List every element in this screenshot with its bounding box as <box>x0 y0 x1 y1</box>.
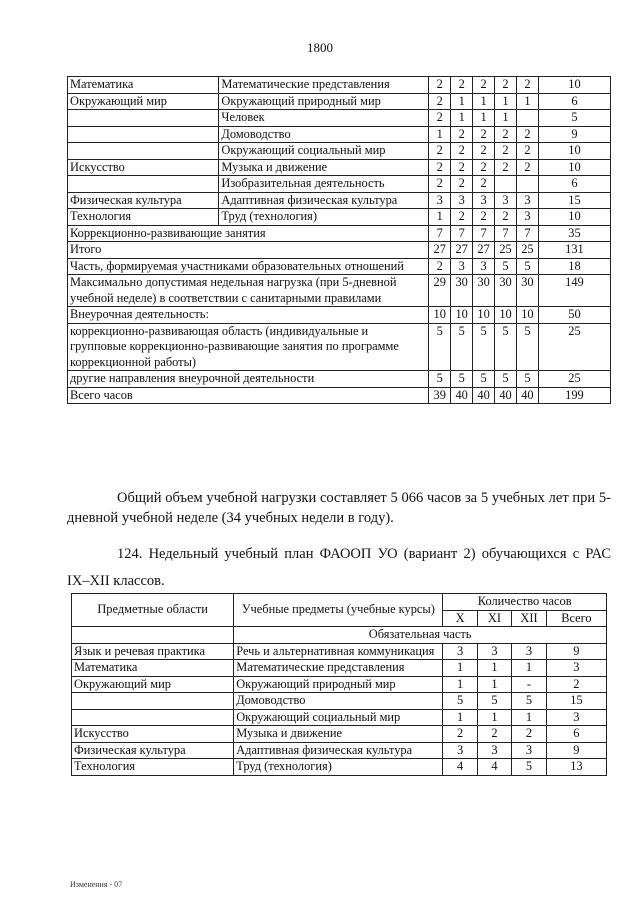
hours-cell: 40 <box>451 387 473 404</box>
hours-cell: 1 <box>477 709 511 726</box>
area-cell: Окружающий мир <box>68 93 219 110</box>
hours-cell <box>516 110 538 127</box>
hours-cell: 1 <box>473 93 495 110</box>
total-cell: 131 <box>538 242 610 259</box>
hours-cell: 40 <box>516 387 538 404</box>
summary-label-cell: Часть, формируемая участниками образовательных отношений <box>68 258 429 275</box>
total-cell: 9 <box>538 126 610 143</box>
hours-cell: 1 <box>451 110 473 127</box>
hours-cell: 10 <box>516 307 538 324</box>
hours-cell: 2 <box>429 258 451 275</box>
hours-cell: 2 <box>495 143 517 160</box>
total-load-paragraph: Общий объем учебной нагрузки составляет 5 066 часов за 5 учебных лет при 5-дневной учебной неделе (34 учебных недели в году). <box>67 490 611 526</box>
total-cell: 5 <box>538 110 610 127</box>
area-cell <box>68 126 219 143</box>
hours-cell: 2 <box>473 126 495 143</box>
hours-cell: 2 <box>443 726 477 743</box>
hours-cell: 2 <box>451 159 473 176</box>
hours-cell: 30 <box>473 275 495 307</box>
hours-cell: 10 <box>429 307 451 324</box>
table-row <box>68 258 611 275</box>
area-cell <box>72 709 234 726</box>
section-mandatory: Обязательная часть <box>234 627 607 644</box>
summary-label-cell: Всего часов <box>68 387 429 404</box>
hours-cell: 27 <box>429 242 451 259</box>
area-cell: Технология <box>68 209 219 226</box>
hours-cell: 1 <box>512 709 547 726</box>
table-row <box>68 387 611 404</box>
hours-cell <box>516 176 538 193</box>
table-row <box>72 742 607 759</box>
summary-label-cell: Коррекционно-развивающие занятия <box>68 225 429 242</box>
summary-label-cell: Максимально допустимая недельная нагрузка (при 5-дневной учебной неделе) в соответствии с санитарными правилами <box>68 275 429 307</box>
area-cell: Окружающий мир <box>72 676 234 693</box>
total-cell: 9 <box>546 742 606 759</box>
hours-cell: 5 <box>429 371 451 388</box>
total-cell: 15 <box>546 693 606 710</box>
subject-cell: Домоводство <box>234 693 443 710</box>
subject-cell: Домоводство <box>219 126 429 143</box>
total-cell: 25 <box>538 371 610 388</box>
hours-cell: 1 <box>443 660 477 677</box>
hours-cell: 1 <box>451 93 473 110</box>
hours-cell: 7 <box>495 225 517 242</box>
hours-cell: 25 <box>516 242 538 259</box>
area-cell: Искусство <box>72 726 234 743</box>
hours-cell: 3 <box>451 192 473 209</box>
hours-cell: 2 <box>473 176 495 193</box>
subject-cell: Окружающий природный мир <box>234 676 443 693</box>
hours-cell: 5 <box>516 258 538 275</box>
hours-cell: 10 <box>451 307 473 324</box>
hours-cell: 3 <box>429 192 451 209</box>
hours-cell: 2 <box>516 77 538 94</box>
hours-cell: 2 <box>473 77 495 94</box>
hours-cell: 5 <box>451 323 473 371</box>
hours-cell: 5 <box>512 693 547 710</box>
hours-cell: 2 <box>429 110 451 127</box>
subject-cell: Человек <box>219 110 429 127</box>
table-row <box>68 307 611 324</box>
hours-cell: 30 <box>495 275 517 307</box>
summary-label-cell: Внеурочная деятельность: <box>68 307 429 324</box>
hours-cell: 30 <box>516 275 538 307</box>
table-row <box>72 759 607 776</box>
table-row <box>68 93 611 110</box>
hours-cell: 3 <box>473 192 495 209</box>
area-cell <box>68 176 219 193</box>
total-cell: 10 <box>538 159 610 176</box>
hours-cell: 2 <box>451 176 473 193</box>
hours-cell: 1 <box>443 709 477 726</box>
total-cell: 10 <box>538 143 610 160</box>
hours-cell: 7 <box>451 225 473 242</box>
hours-cell: 5 <box>473 371 495 388</box>
total-cell: 9 <box>546 643 606 660</box>
area-cell <box>72 693 234 710</box>
hours-cell: 2 <box>429 159 451 176</box>
hours-cell: 3 <box>495 192 517 209</box>
table-row <box>72 693 607 710</box>
area-cell: Искусство <box>68 159 219 176</box>
hours-cell: 1 <box>429 126 451 143</box>
subject-cell: Музыка и движение <box>219 159 429 176</box>
subject-cell: Адаптивная физическая культура <box>219 192 429 209</box>
hours-cell: 5 <box>477 693 511 710</box>
hours-cell: 1 <box>516 93 538 110</box>
weekly-plan-table <box>71 593 607 776</box>
table-row <box>68 371 611 388</box>
table-row <box>68 323 611 371</box>
total-cell: 10 <box>538 77 610 94</box>
total-cell: 149 <box>538 275 610 307</box>
hours-cell: 5 <box>516 371 538 388</box>
hours-cell: 2 <box>473 159 495 176</box>
hours-cell: 2 <box>451 126 473 143</box>
hours-cell: - <box>512 676 547 693</box>
hours-cell: 2 <box>451 77 473 94</box>
total-cell: 6 <box>546 726 606 743</box>
hours-cell: 5 <box>512 759 547 776</box>
hours-cell: 3 <box>451 258 473 275</box>
hours-cell: 3 <box>473 258 495 275</box>
table-row <box>72 676 607 693</box>
area-cell: Физическая культура <box>72 742 234 759</box>
hours-cell: 27 <box>473 242 495 259</box>
summary-label-cell: коррекционно-развивающая область (индивидуальные и групповые коррекционно-развивающие занятия по программе коррекционной работы) <box>68 323 429 371</box>
hours-cell: 1 <box>495 93 517 110</box>
hours-cell: 5 <box>451 371 473 388</box>
hours-cell: 1 <box>477 660 511 677</box>
hours-cell: 2 <box>473 143 495 160</box>
header-col-x: X <box>443 610 477 627</box>
total-cell: 25 <box>538 323 610 371</box>
summary-label-cell: другие направления внеурочной деятельности <box>68 371 429 388</box>
hours-cell <box>495 176 517 193</box>
hours-cell: 5 <box>495 323 517 371</box>
table-row <box>68 275 611 307</box>
table-row <box>68 159 611 176</box>
subject-cell: Адаптивная физическая культура <box>234 742 443 759</box>
header-hours: Количество часов <box>443 594 607 611</box>
hours-cell: 25 <box>495 242 517 259</box>
area-cell: Физическая культура <box>68 192 219 209</box>
hours-cell: 7 <box>473 225 495 242</box>
hours-cell: 3 <box>443 742 477 759</box>
header-col-total: Всего <box>546 610 606 627</box>
table-row <box>68 143 611 160</box>
total-cell: 199 <box>538 387 610 404</box>
total-cell: 3 <box>546 709 606 726</box>
hours-cell: 1 <box>473 110 495 127</box>
hours-cell: 2 <box>451 209 473 226</box>
hours-cell: 5 <box>473 323 495 371</box>
footer-note: Изменения - 07 <box>70 880 123 889</box>
hours-cell: 2 <box>473 209 495 226</box>
total-cell: 50 <box>538 307 610 324</box>
hours-cell: 2 <box>495 159 517 176</box>
hours-cell: 30 <box>451 275 473 307</box>
total-cell: 3 <box>546 660 606 677</box>
hours-cell: 3 <box>516 209 538 226</box>
subject-cell: Математические представления <box>234 660 443 677</box>
total-cell: 15 <box>538 192 610 209</box>
area-cell: Математика <box>68 77 219 94</box>
hours-cell: 2 <box>516 126 538 143</box>
hours-cell: 10 <box>473 307 495 324</box>
total-cell: 10 <box>538 209 610 226</box>
total-cell: 6 <box>538 93 610 110</box>
hours-cell: 3 <box>512 742 547 759</box>
total-cell: 2 <box>546 676 606 693</box>
subject-cell: Изобразительная деятельность <box>219 176 429 193</box>
hours-cell: 3 <box>477 742 511 759</box>
hours-cell: 5 <box>495 371 517 388</box>
header-col-xii: XII <box>512 610 547 627</box>
hours-cell: 3 <box>443 643 477 660</box>
hours-cell: 3 <box>516 192 538 209</box>
table-row <box>68 77 611 94</box>
subject-cell: Труд (технология) <box>234 759 443 776</box>
hours-cell: 1 <box>429 209 451 226</box>
hours-cell: 1 <box>512 660 547 677</box>
area-cell: Язык и речевая практика <box>72 643 234 660</box>
table-row <box>72 643 607 660</box>
hours-cell: 2 <box>495 209 517 226</box>
subject-cell: Речь и альтернативная коммуникация <box>234 643 443 660</box>
hours-cell: 29 <box>429 275 451 307</box>
hours-cell: 2 <box>495 126 517 143</box>
hours-cell: 5 <box>443 693 477 710</box>
hours-cell: 1 <box>495 110 517 127</box>
hours-cell: 2 <box>451 143 473 160</box>
area-cell: Технология <box>72 759 234 776</box>
table-row <box>68 209 611 226</box>
hours-cell: 5 <box>429 323 451 371</box>
hours-cell: 4 <box>477 759 511 776</box>
hours-cell: 7 <box>516 225 538 242</box>
hours-cell: 2 <box>516 159 538 176</box>
table-row <box>68 192 611 209</box>
hours-cell: 3 <box>512 643 547 660</box>
subject-cell: Окружающий социальный мир <box>234 709 443 726</box>
curriculum-table-continued <box>67 76 611 404</box>
total-cell: 18 <box>538 258 610 275</box>
hours-cell: 27 <box>451 242 473 259</box>
hours-cell: 40 <box>473 387 495 404</box>
hours-cell: 40 <box>495 387 517 404</box>
table-row <box>68 110 611 127</box>
subject-cell: Окружающий природный мир <box>219 93 429 110</box>
area-cell <box>68 143 219 160</box>
table-row <box>68 126 611 143</box>
subject-cell: Математические представления <box>219 77 429 94</box>
subject-cell: Музыка и движение <box>234 726 443 743</box>
hours-cell: 4 <box>443 759 477 776</box>
hours-cell: 5 <box>495 258 517 275</box>
hours-cell: 7 <box>429 225 451 242</box>
hours-cell: 2 <box>495 77 517 94</box>
area-cell: Математика <box>72 660 234 677</box>
header-subjects: Учебные предметы (учебные курсы) <box>234 594 443 627</box>
area-cell <box>68 110 219 127</box>
total-cell: 13 <box>546 759 606 776</box>
hours-cell: 39 <box>429 387 451 404</box>
hours-cell: 2 <box>429 143 451 160</box>
table-row <box>68 176 611 193</box>
header-areas: Предметные области <box>72 594 234 627</box>
hours-cell: 1 <box>477 676 511 693</box>
total-cell: 6 <box>538 176 610 193</box>
total-cell: 35 <box>538 225 610 242</box>
table-row <box>68 225 611 242</box>
hours-cell: 2 <box>429 176 451 193</box>
hours-cell: 2 <box>512 726 547 743</box>
summary-label-cell: Итого <box>68 242 429 259</box>
table-row <box>72 726 607 743</box>
header-col-xi: XI <box>477 610 511 627</box>
hours-cell: 2 <box>429 93 451 110</box>
hours-cell: 2 <box>429 77 451 94</box>
page-number: 1800 <box>307 40 333 55</box>
table-row <box>72 709 607 726</box>
table-row <box>72 660 607 677</box>
hours-cell: 5 <box>516 323 538 371</box>
subject-cell: Труд (технология) <box>219 209 429 226</box>
hours-cell: 10 <box>495 307 517 324</box>
table-row <box>68 242 611 259</box>
hours-cell: 2 <box>477 726 511 743</box>
hours-cell: 1 <box>443 676 477 693</box>
hours-cell: 2 <box>516 143 538 160</box>
subject-cell: Окружающий социальный мир <box>219 143 429 160</box>
hours-cell: 3 <box>477 643 511 660</box>
plan-heading-paragraph: 124. Недельный учебный план ФАООП УО (вариант 2) обучающихся с РАС IX–XII классов. <box>67 546 611 589</box>
